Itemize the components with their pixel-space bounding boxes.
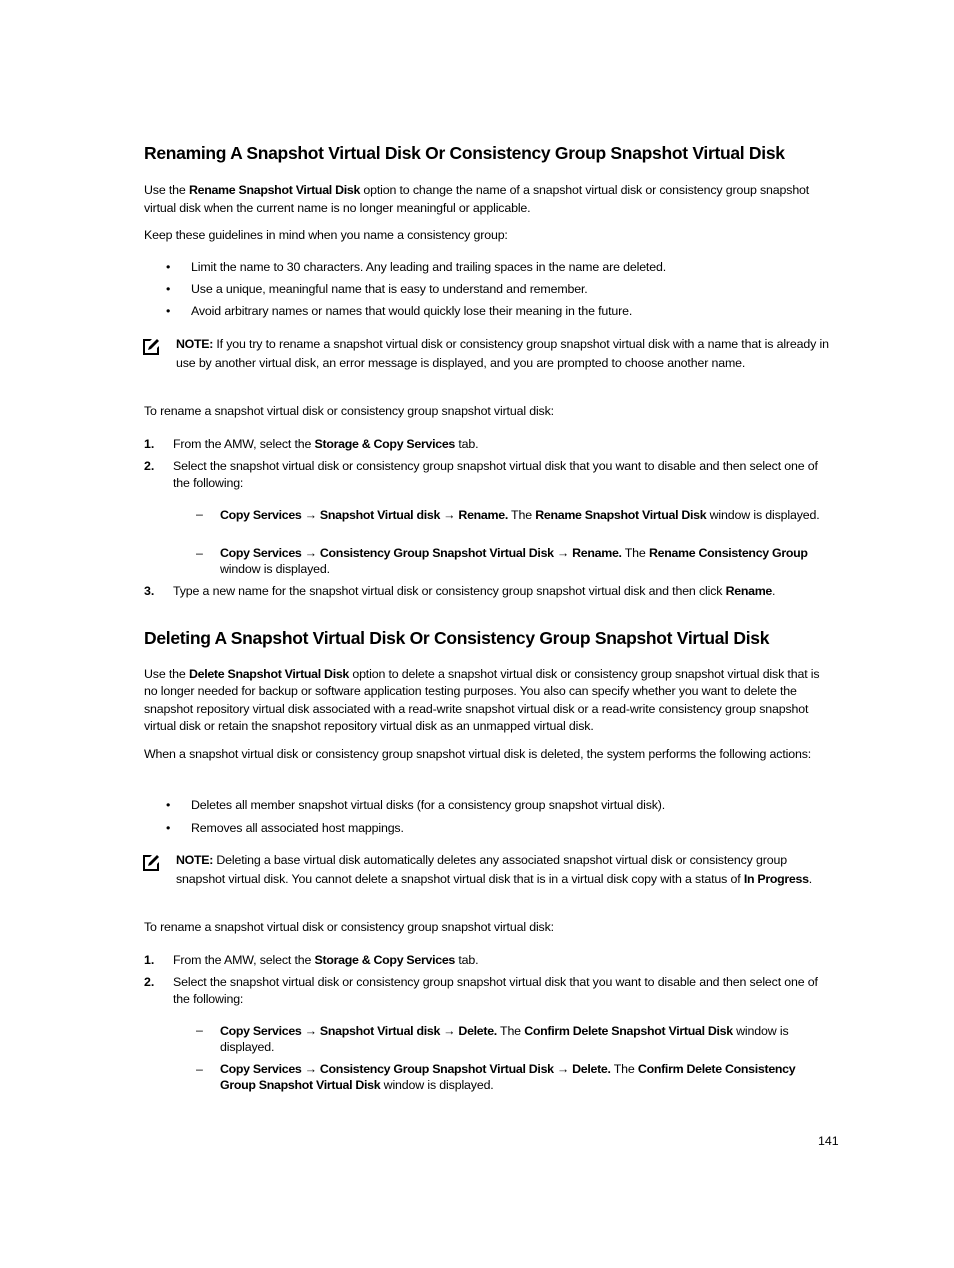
rename-intro-option: Rename Snapshot Virtual Disk: [188, 183, 361, 197]
section-heading-rename: Renaming A Snapshot Virtual Disk Or Consistency Group Snapshot Virtual Disk: [144, 143, 785, 163]
step-text: tab.: [455, 953, 479, 967]
rename-guidelines-intro: Keep these guidelines in mind when you name a consistency group:: [144, 228, 508, 242]
delete-intro-post: option to delete a snapshot virtual disk or consistency group snapshot virtual disk that is no longer needed for backup or software application testing purposes. You also can specify whether you want to delete the snapshot repository virtual disk associated with a read-write snapshot virtual disk or a read-write consistency group snapshot virtual disk or retain the snapshot repository virtual disk as an unmapped virtual disk.: [144, 667, 820, 733]
delete-actions-intro: When a snapshot virtual disk or consistency group snapshot virtual disk is deleted, the system performs the following actions:: [144, 747, 812, 761]
window-name: Confirm Delete Snapshot Virtual Disk: [524, 1024, 733, 1038]
delete-note-text: Deleting a base virtual disk automatically deletes any associated snapshot virtual disk or consistency group snapshot virtual disk. You cannot delete a snapshot virtual disk that is in a virtual disk copy with a status of: [176, 853, 787, 886]
step-number: 2.: [144, 975, 155, 989]
dash-marker: –: [196, 1023, 203, 1037]
substep-text: The: [496, 1024, 525, 1038]
delete-note-post: .: [808, 872, 812, 886]
menu-path: Copy Services → Snapshot Virtual disk → Delete.: [220, 1024, 497, 1038]
delete-action-2: Removes all associated host mappings.: [191, 821, 404, 835]
substep-text: The: [621, 546, 649, 560]
menu-path: Copy Services → Consistency Group Snapshot Virtual Disk → Delete.: [220, 1062, 611, 1076]
window-name: Rename Snapshot Virtual Disk: [535, 508, 707, 522]
substep-text: The: [507, 508, 536, 522]
substep-text: window is displayed.: [220, 562, 330, 576]
substep-text: window is displayed.: [220, 1024, 789, 1054]
step-number: 1.: [144, 437, 155, 451]
rename-guideline-2: Use a unique, meaningful name that is easy to understand and remember.: [191, 282, 588, 296]
dash-marker: –: [196, 507, 203, 521]
delete-substep-2: [220, 1061, 832, 1093]
dash-marker: –: [196, 1062, 203, 1076]
delete-steps-intro: To rename a snapshot virtual disk or consistency group snapshot virtual disk:: [144, 920, 554, 934]
rename-substep-2: [220, 545, 832, 577]
note-label: NOTE:: [176, 853, 214, 867]
rename-guideline-3: Avoid arbitrary names or names that would quickly lose their meaning in the future.: [191, 304, 633, 318]
status-in-progress: In Progress: [743, 872, 809, 886]
step-text: tab.: [455, 437, 479, 451]
step-number: 3.: [144, 584, 155, 598]
window-name: Rename Consistency Group: [648, 546, 808, 560]
bullet-marker: •: [166, 260, 171, 274]
rename-note: [176, 335, 836, 373]
rename-substep-1: [220, 507, 832, 523]
bullet-marker: •: [166, 821, 171, 835]
note-label: NOTE:: [176, 337, 214, 351]
rename-intro-pre: Use the: [144, 183, 189, 197]
bullet-marker: •: [166, 282, 171, 296]
menu-path: Copy Services → Consistency Group Snapshot Virtual Disk → Rename.: [220, 546, 622, 560]
substep-text: window is displayed.: [380, 1078, 494, 1092]
bullet-marker: •: [166, 798, 171, 812]
rename-intro: [144, 181, 836, 217]
rename-intro-post: option to change the name of a snapshot virtual disk or consistency group snapshot virtual disk when the current name is no longer meaningful or applicable.: [144, 183, 810, 215]
delete-substep-1: [220, 1023, 832, 1055]
window-name: Confirm Delete Consistency Group Snapshot Virtual Disk: [220, 1062, 796, 1092]
storage-copy-services-tab-ref: Storage & Copy Services: [314, 437, 456, 451]
substep-text: window is displayed.: [706, 508, 820, 522]
rename-steps-intro: To rename a snapshot virtual disk or consistency group snapshot virtual disk:: [144, 404, 554, 418]
delete-intro-pre: Use the: [144, 667, 189, 681]
bullet-marker: •: [166, 304, 171, 318]
delete-step-2: Select the snapshot virtual disk or consistency group snapshot virtual disk that you want to disable and then select one of the following:: [173, 975, 818, 1006]
rename-step-2: Select the snapshot virtual disk or consistency group snapshot virtual disk that you want to disable and then select one of the following:: [173, 459, 818, 490]
rename-guideline-1: Limit the name to 30 characters. Any leading and trailing spaces in the name are deleted.: [191, 260, 666, 274]
delete-intro: [144, 666, 836, 735]
step-text: Type a new name for the snapshot virtual disk or consistency group snapshot virtual disk and then click: [173, 584, 726, 598]
dash-marker: –: [196, 546, 203, 560]
section-heading-delete: Deleting A Snapshot Virtual Disk Or Consistency Group Snapshot Virtual Disk: [144, 628, 770, 648]
delete-action-1: Deletes all member snapshot virtual disks (for a consistency group snapshot virtual disk).: [191, 798, 666, 812]
delete-intro-option: Delete Snapshot Virtual Disk: [188, 667, 350, 681]
step-number: 2.: [144, 459, 155, 473]
page-number: 141: [818, 1134, 839, 1148]
delete-note: [176, 851, 836, 889]
step-text: From the AMW, select the: [173, 953, 315, 967]
delete-step-1: [173, 952, 837, 969]
pencil-note-icon: [141, 853, 161, 873]
substep-text: The: [610, 1062, 638, 1076]
menu-path: Copy Services → Snapshot Virtual disk → Rename.: [220, 508, 508, 522]
step-number: 1.: [144, 953, 155, 967]
rename-note-text: If you try to rename a snapshot virtual disk or consistency group snapshot virtual disk with a name that is already in use by another virtual disk, an error message is displayed, and you are prompted to choose another name.: [176, 337, 829, 370]
step-text: .: [772, 584, 776, 598]
rename-step-1: [173, 436, 837, 453]
rename-step-3: [173, 583, 837, 600]
rename-button-ref: Rename: [725, 584, 773, 598]
storage-copy-services-tab-ref: Storage & Copy Services: [314, 953, 456, 967]
pencil-note-icon: [141, 337, 161, 357]
step-text: From the AMW, select the: [173, 437, 315, 451]
